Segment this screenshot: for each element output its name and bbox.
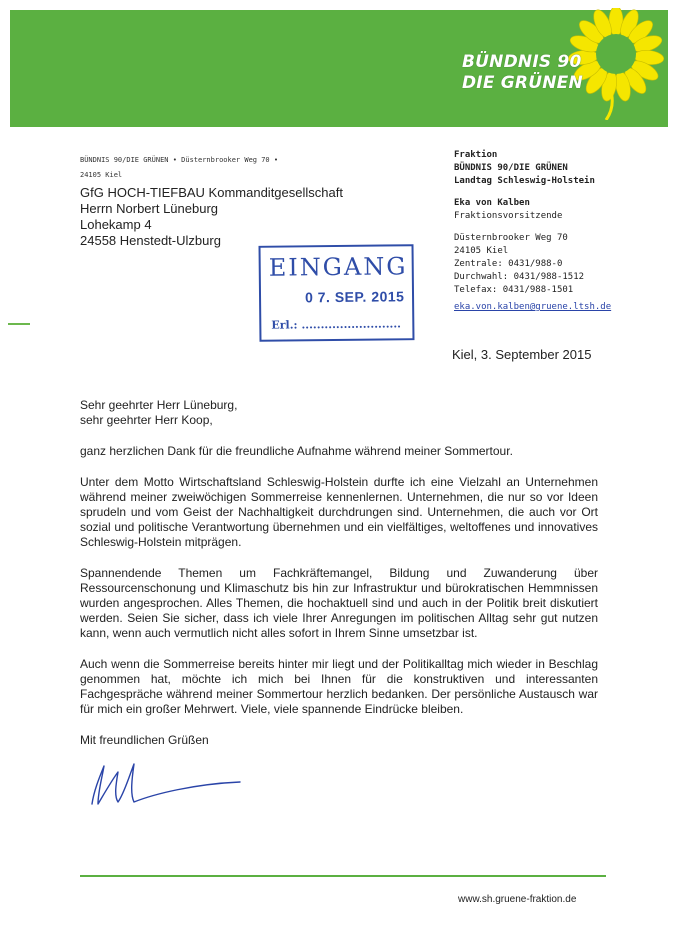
person-name: Eka von Kalben <box>454 198 530 208</box>
recipient-address <box>80 185 343 249</box>
info-street: Düsternbrooker Weg 70 <box>454 233 568 243</box>
logo-line-1: BÜNDNIS 90 <box>462 52 582 72</box>
letter-date: Kiel, 3. September 2015 <box>452 347 592 362</box>
paragraph-4: Auch wenn die Sommerreise bereits hinter mir liegt und der Politikalltag mich wieder in Beschlag genommen hat, möchte ich mich bei Ihnen für die konstruktiven und interessanten Fachgespräche während meiner Sommertour herzlich bedanken. Der persönliche Austausch war für mich ein großer Mehrwert. Viele, viele spannende Eindrücke bleiben. <box>80 657 598 716</box>
sender-info-block <box>454 149 611 314</box>
stamp-erl-field: Erl.: .......................... <box>271 317 402 332</box>
paragraph-1: ganz herzlichen Dank für die freundliche Aufnahme während meiner Sommertour. <box>80 444 513 458</box>
recipient-city: 24558 Henstedt-Ulzburg <box>80 233 221 248</box>
logo-line-2: DIE GRÜNEN <box>462 73 583 93</box>
info-durchwahl: Durchwahl: 0431/988-1512 <box>454 272 585 282</box>
closing: Mit freundlichen Grüßen <box>80 733 209 747</box>
stamp-date: 0 7. SEP. 2015 <box>304 288 405 306</box>
info-city: 24105 Kiel <box>454 246 509 256</box>
paragraph-2: Unter dem Motto Wirtschaftsland Schleswig-Holstein durfte ich eine Vielzahl an Unternehmen während meiner zweiwöchigen Sommerreise kennenlernen. Unternehmen, die nur so vor Ideen sprudeln und vom Geist der Nachhaltigkeit durchdrungen sind. Unternehmen, die auch vor Ort sozial und politische Verantwortung übernehmen und ein vielfältiges, weltoffenes und innovatives Schleswig-Holstein mitprägen. <box>80 475 598 549</box>
fraktion-name: BÜNDNIS 90/DIE GRÜNEN <box>454 163 568 173</box>
email-link[interactable]: eka.von.kalben@gruene.ltsh.de <box>454 302 612 312</box>
landtag-name: Landtag Schleswig-Holstein <box>454 176 595 186</box>
info-zentrale: Zentrale: 0431/988-0 <box>454 259 563 269</box>
sender-return-line-1: BÜNDNIS 90/DIE GRÜNEN • Düsternbrooker Weg 70 • <box>80 156 279 164</box>
handwritten-signature <box>84 760 244 812</box>
recipient-name: Herrn Norbert Lüneburg <box>80 201 219 216</box>
fold-mark <box>8 323 30 325</box>
sender-return-address <box>80 153 278 183</box>
fraktion-label: Fraktion <box>454 150 498 160</box>
footer-website[interactable]: www.sh.gruene-fraktion.de <box>458 894 577 905</box>
party-logo-text <box>462 52 583 94</box>
eingang-stamp <box>259 244 415 342</box>
stamp-title: EINGANG <box>268 252 408 282</box>
salutation-2: sehr geehrter Herr Koop, <box>80 413 213 427</box>
recipient-company: GfG HOCH-TIEFBAU Kommanditgesellschaft <box>80 185 343 200</box>
sender-return-line-2: 24105 Kiel <box>80 171 123 179</box>
recipient-street: Lohekamp 4 <box>80 217 152 232</box>
paragraph-3: Spannendende Themen um Fachkräftemangel, Bildung und Zuwanderung über Ressourcenschonung und Klimaschutz bis hin zur Infrastruktur und bürokratischen Hemmnissen wurden angesprochen. Alles Themen, die hochaktuell sind und auch in der Politik breit diskutiert werden. Seien Sie sicher, dass ich viele Ihrer Anregungen im politischen Alltag sehr gut nutzen kann, wenn auch vermutlich nicht alles sofort in Ihrem Sinne umsetzbar ist. <box>80 566 598 640</box>
info-telefax: Telefax: 0431/988-1501 <box>454 285 574 295</box>
footer-divider <box>80 875 606 877</box>
letter-body <box>80 398 598 748</box>
salutation-1: Sehr geehrter Herr Lüneburg, <box>80 398 238 412</box>
person-title: Fraktionsvorsitzende <box>454 211 563 221</box>
